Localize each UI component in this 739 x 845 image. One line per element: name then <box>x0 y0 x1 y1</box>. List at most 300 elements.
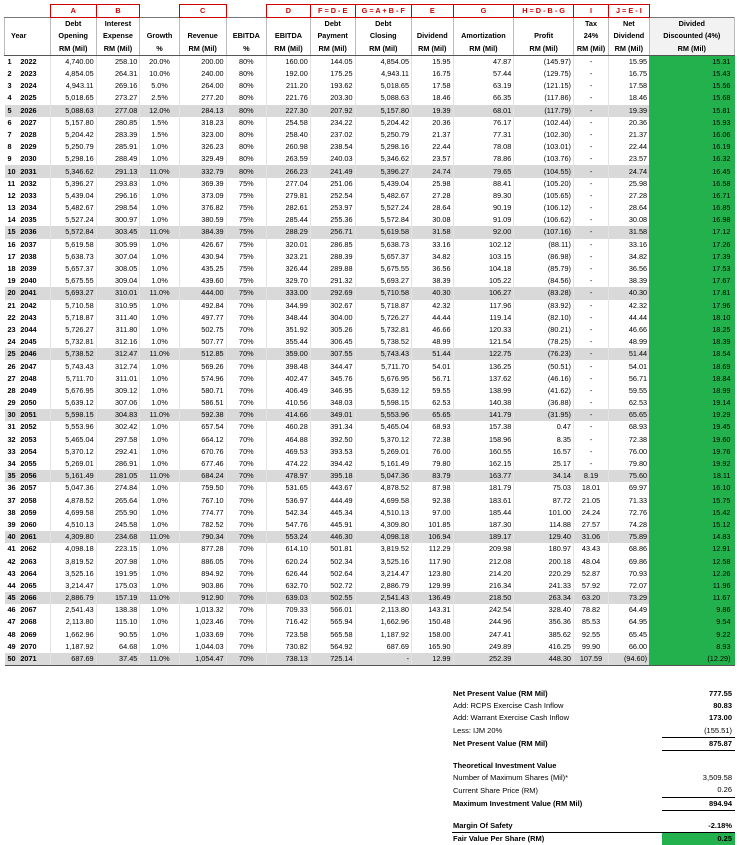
profit-cell: (50.51) <box>514 360 574 372</box>
debt-opening-cell: 5,482.67 <box>50 202 96 214</box>
debt-payment-cell: 241.49 <box>310 165 355 177</box>
debt-opening-cell: 5,527.24 <box>50 214 96 226</box>
ebitda-cell: 406.49 <box>267 385 311 397</box>
growth-cell: 1.0% <box>140 616 179 628</box>
amortization-cell: 88.41 <box>453 178 514 190</box>
interest-expense-cell: 280.85 <box>96 117 140 129</box>
dividend-discounted-cell: 17.12 <box>649 226 734 238</box>
row-index-cell: 27 <box>7 373 16 383</box>
interest-expense-cell: 303.45 <box>96 226 140 238</box>
price-value: 0.26 <box>662 784 735 797</box>
dividend-cell: 30.08 <box>412 214 454 226</box>
header-net-1: Net <box>609 18 649 31</box>
unit: RM (Mil) <box>609 43 649 56</box>
ebitda-cell: 285.44 <box>267 214 311 226</box>
table-row <box>5 55 735 68</box>
revenue-cell: 497.77 <box>179 312 226 324</box>
ebitda-pct-cell: 80% <box>226 129 266 141</box>
net-dividend-cell: 54.01 <box>609 360 649 372</box>
dividend-discounted-cell: 8.93 <box>649 641 734 653</box>
debt-payment-cell: 237.02 <box>310 129 355 141</box>
dividend-discounted-cell: 16.98 <box>649 214 734 226</box>
tax-cell: 8.19 <box>573 470 608 482</box>
debt-opening-cell: 687.69 <box>50 653 96 666</box>
debt-payment-cell: 175.25 <box>310 68 355 80</box>
growth-cell: 1.0% <box>140 324 179 336</box>
dividend-cell: 24.74 <box>412 165 454 177</box>
ebitda-cell: 288.29 <box>267 226 311 238</box>
dividend-discounted-cell: 11.67 <box>649 592 734 604</box>
dividend-cell: 22.44 <box>412 141 454 153</box>
dividend-cell: 158.00 <box>412 629 454 641</box>
ebitda-pct-cell: 70% <box>226 348 266 360</box>
row-index-cell: 16 <box>7 239 16 249</box>
profit-cell: 34.14 <box>514 470 574 482</box>
debt-payment-cell: 395.18 <box>310 470 355 482</box>
dividend-discounted-cell: 19.76 <box>649 446 734 458</box>
interest-expense-cell: 264.31 <box>96 68 140 80</box>
debt-closing-cell: 1,187.92 <box>355 629 411 641</box>
amortization-cell: 242.54 <box>453 604 514 616</box>
dividend-cell: 27.28 <box>412 190 454 202</box>
fair-value-value: 0.25 <box>662 832 735 845</box>
net-dividend-cell: 76.00 <box>609 446 649 458</box>
debt-opening-cell: 5,675.55 <box>50 275 96 287</box>
row-index-cell: 29 <box>7 398 16 408</box>
debt-payment-cell: 443.67 <box>310 482 355 494</box>
debt-opening-cell: 5,743.43 <box>50 360 96 372</box>
net-dividend-cell: 34.82 <box>609 251 649 263</box>
growth-cell: 1.0% <box>140 300 179 312</box>
dividend-cell: 23.57 <box>412 153 454 165</box>
debt-closing-cell: 1,662.96 <box>355 616 411 628</box>
net-dividend-cell: 64.49 <box>609 604 649 616</box>
tax-cell: - <box>573 324 608 336</box>
ebitda-pct-cell: 75% <box>226 178 266 190</box>
row-index-cell: 8 <box>7 142 12 152</box>
dividend-cell: 25.98 <box>412 178 454 190</box>
growth-cell: 1.0% <box>140 495 179 507</box>
growth-cell: 1.0% <box>140 251 179 263</box>
ebitda-pct-cell: 70% <box>226 446 266 458</box>
dividend-discounted-cell: 18.11 <box>649 470 734 482</box>
year-cell: 2065 <box>20 580 37 590</box>
interest-expense-cell: 300.97 <box>96 214 140 226</box>
year-cell: 2047 <box>20 361 37 371</box>
tax-cell: 57.92 <box>573 580 608 592</box>
header-empty <box>514 18 574 31</box>
interest-expense-cell: 312.47 <box>96 348 140 360</box>
debt-payment-cell: 445.34 <box>310 507 355 519</box>
growth-cell: 1.0% <box>140 555 179 567</box>
tax-cell: - <box>573 251 608 263</box>
dividend-cell: 28.64 <box>412 202 454 214</box>
row-index-cell: 3 <box>7 81 12 91</box>
net-dividend-cell: 74.28 <box>609 519 649 531</box>
net-dividend-cell: 46.66 <box>609 324 649 336</box>
debt-payment-cell: 240.03 <box>310 153 355 165</box>
header-expense: Expense <box>96 30 140 42</box>
table-row <box>5 543 735 555</box>
ebitda-cell: 626.44 <box>267 568 311 580</box>
profit-cell: (145.97) <box>514 55 574 68</box>
revenue-cell: 284.13 <box>179 105 226 117</box>
profit-cell: 448.30 <box>514 653 574 666</box>
debt-closing-cell: 5,726.27 <box>355 312 411 324</box>
row-index-cell: 22 <box>7 312 16 322</box>
debt-closing-cell: 5,204.42 <box>355 117 411 129</box>
dividend-cell: 16.75 <box>412 68 454 80</box>
dividend-cell: 17.58 <box>412 80 454 92</box>
amortization-cell: 214.20 <box>453 568 514 580</box>
ebitda-pct-cell: 75% <box>226 226 266 238</box>
interest-expense-cell: 258.10 <box>96 55 140 68</box>
dividend-cell: 143.31 <box>412 604 454 616</box>
revenue-cell: 677.46 <box>179 458 226 470</box>
debt-closing-cell: 5,657.37 <box>355 251 411 263</box>
dividend-discounted-cell: 16.19 <box>649 141 734 153</box>
dividend-cell: 83.79 <box>412 470 454 482</box>
ebitda-cell: 632.70 <box>267 580 311 592</box>
net-dividend-cell: 75.60 <box>609 470 649 482</box>
ebitda-pct-cell: 70% <box>226 482 266 494</box>
npv2-label: Net Present Value (RM Mil) <box>453 738 548 748</box>
tax-cell: 107.59 <box>573 653 608 666</box>
debt-closing-cell: 5,346.62 <box>355 153 411 165</box>
debt-closing-cell: 4,854.05 <box>355 55 411 68</box>
dividend-discounted-cell: 16.71 <box>649 190 734 202</box>
formula-letter: G <box>453 5 514 18</box>
ebitda-cell: 320.01 <box>267 239 311 251</box>
tax-cell: 63.20 <box>573 592 608 604</box>
row-index-cell: 46 <box>7 605 16 615</box>
row-index-cell: 35 <box>5 470 19 482</box>
debt-closing-cell: 2,113.80 <box>355 604 411 616</box>
tax-cell: 48.04 <box>573 555 608 567</box>
tax-cell: - <box>573 141 608 153</box>
amortization-cell: 89.30 <box>453 190 514 202</box>
debt-closing-cell: 4,699.58 <box>355 495 411 507</box>
amortization-cell: 181.79 <box>453 482 514 494</box>
dividend-discounted-cell: 9.54 <box>649 616 734 628</box>
amortization-cell: 68.01 <box>453 105 514 117</box>
ebitda-cell: 547.76 <box>267 519 311 531</box>
tax-cell: - <box>573 105 608 117</box>
dividend-cell: 54.01 <box>412 360 454 372</box>
profit-cell: (86.98) <box>514 251 574 263</box>
debt-closing-cell: 5,639.12 <box>355 385 411 397</box>
net-dividend-cell: 25.98 <box>609 178 649 190</box>
table-row <box>5 434 735 446</box>
year-cell: 2042 <box>20 300 37 310</box>
debt-opening-cell: 2,886.79 <box>50 592 96 604</box>
header-debt-closing-1: Debt <box>355 18 411 31</box>
debt-closing-cell: 5,250.79 <box>355 129 411 141</box>
row-index-cell: 25 <box>5 348 19 360</box>
amortization-cell: 160.55 <box>453 446 514 458</box>
tax-cell: 92.55 <box>573 629 608 641</box>
revenue-cell: 435.25 <box>179 263 226 275</box>
debt-opening-cell: 4,740.00 <box>50 55 96 68</box>
dividend-cell: 79.80 <box>412 458 454 470</box>
amortization-cell: 244.96 <box>453 616 514 628</box>
tax-cell: 99.90 <box>573 641 608 653</box>
debt-opening-cell: 5,018.65 <box>50 92 96 104</box>
ebitda-cell: 542.34 <box>267 507 311 519</box>
dividend-cell: 36.56 <box>412 263 454 275</box>
ebitda-cell: 460.28 <box>267 421 311 433</box>
debt-opening-cell: 5,732.81 <box>50 336 96 348</box>
profit-cell: 356.36 <box>514 616 574 628</box>
dividend-discounted-cell: 18.25 <box>649 324 734 336</box>
header-revenue: Revenue <box>179 30 226 42</box>
formula-letter-row <box>5 5 735 18</box>
table-row <box>5 495 735 507</box>
year-cell: 2046 <box>18 348 50 360</box>
table-row <box>5 519 735 531</box>
ebitda-pct-cell: 70% <box>226 641 266 653</box>
unit: RM (Mil) <box>355 43 411 56</box>
net-dividend-cell: 56.71 <box>609 373 649 385</box>
debt-payment-cell: 251.06 <box>310 178 355 190</box>
net-dividend-cell: 21.37 <box>609 129 649 141</box>
tax-cell: 52.87 <box>573 568 608 580</box>
year-cell: 2025 <box>20 93 37 103</box>
tax-cell: 78.82 <box>573 604 608 616</box>
dividend-discount-table <box>4 4 735 666</box>
dividend-discounted-cell: 17.81 <box>649 287 734 299</box>
unit: % <box>226 43 266 56</box>
year-cell: 2056 <box>18 470 50 482</box>
debt-opening-cell: 5,161.49 <box>50 470 96 482</box>
revenue-cell: 439.60 <box>179 275 226 287</box>
amortization-cell: 103.15 <box>453 251 514 263</box>
dividend-discounted-cell: 16.10 <box>649 482 734 494</box>
spacer <box>452 810 662 820</box>
debt-closing-cell: 5,465.04 <box>355 421 411 433</box>
amortization-cell: 183.61 <box>453 495 514 507</box>
profit-cell: (107.16) <box>514 226 574 238</box>
ebitda-pct-cell: 70% <box>226 312 266 324</box>
amortization-cell: 137.62 <box>453 373 514 385</box>
table-row <box>5 117 735 129</box>
net-dividend-cell: 65.65 <box>609 409 649 421</box>
debt-payment-cell: 725.14 <box>310 653 355 666</box>
growth-cell: 1.0% <box>140 275 179 287</box>
unit: RM (Mil) <box>50 43 96 56</box>
warrant-value: 173.00 <box>709 713 732 723</box>
row-index-cell: 7 <box>7 129 12 139</box>
dividend-cell: 46.66 <box>412 324 454 336</box>
debt-payment-cell: 305.26 <box>310 324 355 336</box>
ebitda-pct-cell: 70% <box>226 324 266 336</box>
debt-closing-cell: 3,819.52 <box>355 543 411 555</box>
ebitda-pct-cell: 70% <box>226 495 266 507</box>
ebitda-pct-cell: 70% <box>226 555 266 567</box>
profit-cell: (117.79) <box>514 105 574 117</box>
unit: RM (Mil) <box>412 43 454 56</box>
net-dividend-cell: 69.97 <box>609 482 649 494</box>
net-dividend-cell: 72.07 <box>609 580 649 592</box>
dividend-discounted-cell: 19.14 <box>649 397 734 409</box>
amortization-cell: 212.08 <box>453 555 514 567</box>
year-cell: 2053 <box>20 434 37 444</box>
net-dividend-cell: 59.55 <box>609 385 649 397</box>
formula-letter: B <box>96 5 140 18</box>
growth-cell: 11.0% <box>140 348 179 360</box>
growth-cell: 1.0% <box>140 336 179 348</box>
debt-opening-cell: 5,710.58 <box>50 300 96 312</box>
debt-payment-cell: 307.55 <box>310 348 355 360</box>
table-row <box>5 324 735 336</box>
dividend-cell: 42.32 <box>412 300 454 312</box>
debt-opening-cell: 5,572.84 <box>50 226 96 238</box>
table-row <box>5 300 735 312</box>
debt-closing-cell: 5,598.15 <box>355 397 411 409</box>
dividend-cell: 59.55 <box>412 385 454 397</box>
amortization-cell: 218.50 <box>453 592 514 604</box>
growth-cell: 1.0% <box>140 604 179 616</box>
debt-payment-cell: 501.81 <box>310 543 355 555</box>
tax-cell: - <box>573 397 608 409</box>
interest-expense-cell: 307.06 <box>96 397 140 409</box>
profit-cell: (84.56) <box>514 275 574 287</box>
debt-opening-cell: 5,676.95 <box>50 385 96 397</box>
ebitda-pct-cell: 80% <box>226 165 266 177</box>
debt-payment-cell: 292.69 <box>310 287 355 299</box>
formula-letter <box>18 5 50 18</box>
table-row <box>5 616 735 628</box>
ebitda-cell: 738.13 <box>267 653 311 666</box>
table-row <box>5 92 735 104</box>
tax-cell: - <box>573 287 608 299</box>
growth-cell: 2.5% <box>140 92 179 104</box>
profit-cell: 180.97 <box>514 543 574 555</box>
row-index-cell: 32 <box>7 434 16 444</box>
growth-cell: 1.0% <box>140 141 179 153</box>
year-cell: 2030 <box>20 154 37 164</box>
dividend-discounted-cell: 19.45 <box>649 421 734 433</box>
ebitda-cell: 211.20 <box>267 80 311 92</box>
row-index-cell: 34 <box>7 459 16 469</box>
net-dividend-cell: 70.93 <box>609 568 649 580</box>
unit: % <box>140 43 179 56</box>
dividend-discounted-cell: 18.84 <box>649 373 734 385</box>
ebitda-cell: 398.48 <box>267 360 311 372</box>
ebitda-pct-cell: 70% <box>226 519 266 531</box>
tax-cell: - <box>573 348 608 360</box>
dividend-cell: 51.44 <box>412 348 454 360</box>
net-dividend-cell: 17.58 <box>609 80 649 92</box>
row-index-cell: 17 <box>7 251 16 261</box>
net-dividend-cell: 24.74 <box>609 165 649 177</box>
amortization-cell: 157.38 <box>453 421 514 433</box>
tax-cell: - <box>573 214 608 226</box>
dividend-cell: 20.36 <box>412 117 454 129</box>
row-index-cell: 41 <box>7 544 16 554</box>
tax-cell: - <box>573 239 608 251</box>
dividend-cell: 31.58 <box>412 226 454 238</box>
profit-cell: 263.34 <box>514 592 574 604</box>
debt-closing-cell: 5,743.43 <box>355 348 411 360</box>
dividend-discounted-cell: 16.06 <box>649 129 734 141</box>
row-index-cell: 39 <box>7 519 16 529</box>
header-discounted: Discounted (4%) <box>649 30 734 42</box>
profit-cell: 25.17 <box>514 458 574 470</box>
dividend-discounted-cell: 17.53 <box>649 263 734 275</box>
spacer <box>452 750 662 760</box>
net-dividend-cell: 31.58 <box>609 226 649 238</box>
table-row <box>5 385 735 397</box>
debt-closing-cell: 5,718.87 <box>355 300 411 312</box>
npv-label: Net Present Value (RM Mil) <box>453 689 548 699</box>
formula-letter <box>226 5 266 18</box>
revenue-cell: 1,023.46 <box>179 616 226 628</box>
ebitda-pct-cell: 70% <box>226 336 266 348</box>
header-row-1 <box>5 18 735 31</box>
tax-cell: - <box>573 336 608 348</box>
tax-cell: - <box>573 202 608 214</box>
debt-payment-cell: 502.72 <box>310 580 355 592</box>
dividend-discounted-cell: 15.68 <box>649 92 734 104</box>
ebitda-cell: 414.66 <box>267 409 311 421</box>
row-index-cell: 31 <box>7 422 16 432</box>
header-net-dividend: Dividend <box>609 30 649 42</box>
interest-expense-cell: 292.41 <box>96 446 140 458</box>
revenue-cell: 592.38 <box>179 409 226 421</box>
dividend-discounted-cell: 11.96 <box>649 580 734 592</box>
revenue-cell: 657.54 <box>179 421 226 433</box>
net-dividend-cell: 40.30 <box>609 287 649 299</box>
interest-expense-cell: 285.91 <box>96 141 140 153</box>
debt-opening-cell: 3,214.47 <box>50 580 96 592</box>
amortization-cell: 106.27 <box>453 287 514 299</box>
year-cell: 2034 <box>20 203 37 213</box>
net-dividend-cell: 66.00 <box>609 641 649 653</box>
debt-payment-cell: 565.58 <box>310 629 355 641</box>
table-row <box>5 202 735 214</box>
dividend-discounted-cell: 9.86 <box>649 604 734 616</box>
revenue-cell: 759.50 <box>179 482 226 494</box>
revenue-cell: 767.10 <box>179 495 226 507</box>
growth-cell: 1.0% <box>140 543 179 555</box>
ebitda-cell: 716.42 <box>267 616 311 628</box>
debt-opening-cell: 5,619.58 <box>50 239 96 251</box>
debt-closing-cell: 4,878.52 <box>355 482 411 494</box>
dividend-cell: 165.90 <box>412 641 454 653</box>
debt-payment-cell: 302.67 <box>310 300 355 312</box>
interest-expense-cell: 281.05 <box>96 470 140 482</box>
ebitda-cell: 474.22 <box>267 458 311 470</box>
debt-payment-cell: 391.34 <box>310 421 355 433</box>
growth-cell: 1.0% <box>140 519 179 531</box>
interest-expense-cell: 273.27 <box>96 92 140 104</box>
revenue-cell: 586.51 <box>179 397 226 409</box>
profit-cell: (36.88) <box>514 397 574 409</box>
tax-cell: - <box>573 226 608 238</box>
profit-cell: 87.72 <box>514 495 574 507</box>
revenue-cell: 877.28 <box>179 543 226 555</box>
profit-cell: (78.25) <box>514 336 574 348</box>
net-dividend-cell: 73.29 <box>609 592 649 604</box>
dividend-discounted-cell: 18.99 <box>649 385 734 397</box>
table-row <box>5 531 735 543</box>
row-index-cell: 26 <box>7 361 16 371</box>
profit-cell: 328.40 <box>514 604 574 616</box>
dividend-discounted-cell: 15.75 <box>649 495 734 507</box>
table-row <box>5 312 735 324</box>
net-dividend-cell: 28.64 <box>609 202 649 214</box>
